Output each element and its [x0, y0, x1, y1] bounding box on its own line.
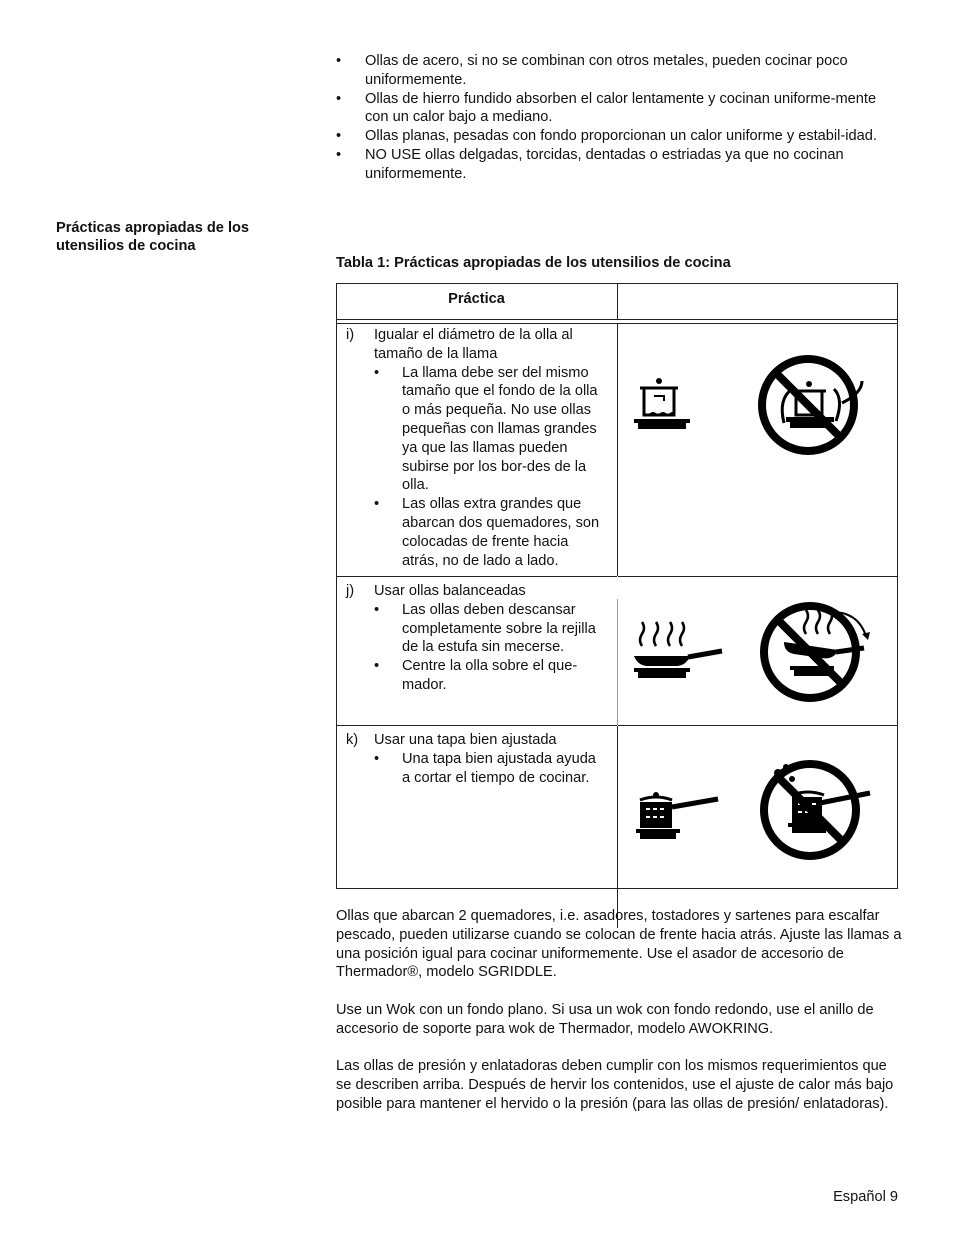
- row-label: j): [346, 583, 355, 599]
- lidded-saucepan-icon: [634, 787, 724, 843]
- list-item: • Ollas de hierro fundido absorben el calor lentamente y cocinan uniforme-mente con un calor bajo a mediano.: [336, 90, 896, 128]
- paragraph: Las ollas de presión y enlatadoras deben cumplir con los mismos requerimientos que se describen arriba. Después de hervir los contenidos, use el ajuste de calor más bajo posible para mantener el hervido o la presión (para las ollas de presión/ enlatadoras).: [336, 1058, 894, 1112]
- table-caption: Tabla 1: Prácticas apropiadas de los utensilios de cocina: [336, 255, 731, 271]
- correct-pot-on-burner-icon: [630, 373, 694, 435]
- table-row: [346, 582, 608, 695]
- list-item: • Ollas de acero, si no se combinan con otros metales, pueden cocinar poco uniformemente.: [336, 52, 896, 90]
- list-item: • La llama debe ser del mismo tamaño que el fondo de la olla o más pequeña. No use ollas pequeñas con llamas grandes ya que las llamas pueden subirse por los bor-des de la olla.: [374, 364, 608, 496]
- prohibited-tipping-pan-icon: [756, 598, 876, 706]
- list-item: • Las ollas deben descansar completamente sobre la rejilla de la estufa sin mecerse.: [374, 601, 608, 657]
- cookware-bullet-list: [336, 52, 896, 184]
- row-label: i): [346, 327, 355, 343]
- list-item: • Una tapa bien ajustada ayuda a cortar el tiempo de cocinar.: [374, 750, 608, 788]
- list-item: • Ollas planas, pesadas con fondo proporcionan un calor uniforme y estabil-idad.: [336, 127, 896, 146]
- paragraph: Use un Wok con un fondo plano. Si usa un wok con fondo redondo, use el anillo de accesorio de soporte para wok de Thermador, modelo AWOKRING.: [336, 1002, 874, 1037]
- list-item: • Las ollas extra grandes que abarcan dos quemadores, son colocadas de frente hacia atrás, no de lado a lado.: [374, 495, 608, 570]
- row-label: k): [346, 732, 359, 748]
- list-item: • NO USE ollas delgadas, torcidas, dentadas o estriadas ya que no cocinan uniformemente.: [336, 146, 896, 184]
- practices-table: [336, 283, 898, 889]
- page-number: Español 9: [833, 1189, 898, 1205]
- row-title: Usar ollas balanceadas: [374, 583, 526, 599]
- table-row: [346, 731, 608, 787]
- balanced-pan-icon: [630, 618, 726, 680]
- paragraph: Ollas que abarcan 2 quemadores, i.e. asadores, tostadores y sartenes para escalfar pescado, pueden utilizarse cuando se colocan de frente hacia atrás. Ajuste las llamas a una posición igual para cocinar uniformemente. Use el asador de accesorio de Thermador®, modelo SGRIDDLE.: [336, 908, 902, 981]
- prohibited-small-pot-big-flame-icon: [756, 351, 866, 459]
- section-heading: Prácticas apropiadas de los utensilios de cocina: [56, 220, 250, 254]
- prohibited-boiling-over-icon: [758, 757, 876, 863]
- table-row: [346, 326, 608, 570]
- list-item: • Centre la olla sobre el que-mador.: [374, 657, 608, 695]
- table-header-practice: Práctica: [448, 291, 505, 307]
- row-title: Igualar el diámetro de la olla al tamaño de la llama: [374, 327, 573, 362]
- row-title: Usar una tapa bien ajustada: [374, 732, 557, 748]
